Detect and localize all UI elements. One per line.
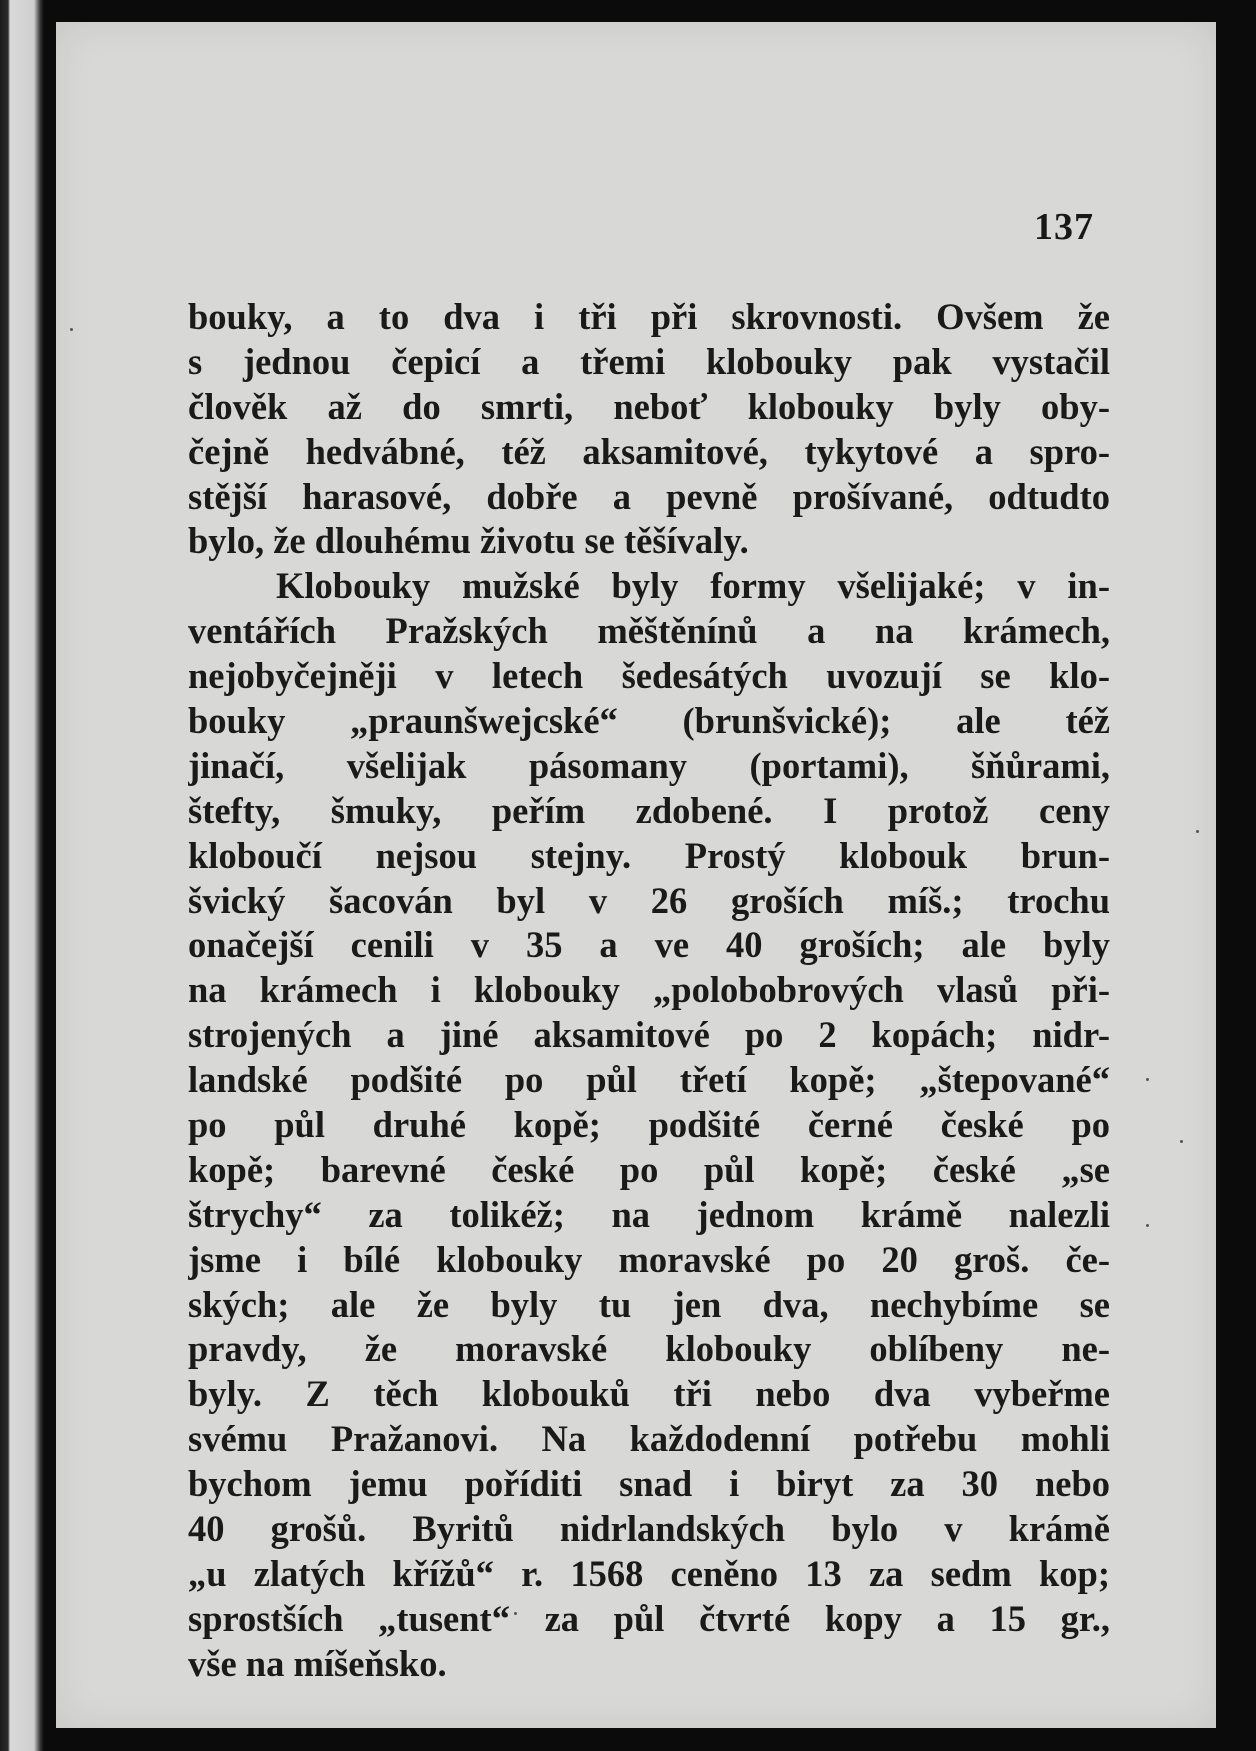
- text-line: jinačí, všelijak pásomany (portami), šňůrami,: [188, 744, 1110, 786]
- text-line: Klobouky mužské byly formy všelijaké; v in-: [276, 565, 1110, 607]
- print-speck: [1146, 1078, 1149, 1081]
- text-line: kopě; barevné české po půl kopě; české „se: [188, 1148, 1110, 1190]
- text-line: strojených a jiné aksamitové po 2 kopách; nidr-: [188, 1014, 1110, 1056]
- text-line: na krámech i klobouky „polobobrových vlasů při-: [188, 969, 1110, 1011]
- text-line: onačejší cenili v 35 a ve 40 groších; ale byly: [188, 924, 1110, 966]
- print-speck: [1146, 1224, 1149, 1227]
- text-line: člověk až do smrti, neboť klobouky byly oby-: [188, 385, 1110, 427]
- book-page: [56, 22, 1216, 1728]
- body-text: [188, 295, 1110, 1687]
- text-line: nejobyčejněji v letech šedesátých uvozují se klo-: [188, 655, 1110, 697]
- text-line: landské podšité po půl třetí kopě; „štepované“: [188, 1059, 1110, 1101]
- page-number: 137: [1034, 206, 1094, 248]
- print-speck: [70, 328, 73, 331]
- text-line: ventářích Pražských měštěnínů a na krámech,: [188, 610, 1110, 652]
- text-line: sprostších „tusent“ za půl čtvrté kopy a 15 gr.,: [188, 1597, 1110, 1639]
- text-line: 40 grošů. Byritů nidrlandských bylo v krámě: [188, 1508, 1110, 1550]
- text-line: bylo, že dlouhému životu se těšívaly.: [188, 520, 749, 562]
- text-line: bychom jemu poříditi snad i biryt za 30 nebo: [188, 1463, 1110, 1505]
- text-line: byly. Z těch klobouků tři nebo dva vybeřme: [188, 1373, 1110, 1415]
- text-line: kloboučí nejsou stejny. Prostý klobouk brun-: [188, 834, 1110, 876]
- text-line: stější harasové, dobře a pevně prošívané, odtudto: [188, 475, 1110, 517]
- text-line: vše na míšeňsko.: [188, 1642, 447, 1684]
- text-line: svému Pražanovi. Na každodenní potřebu mohli: [188, 1418, 1110, 1460]
- adjacent-page-edge: [0, 0, 44, 1751]
- print-speck: [1196, 830, 1199, 833]
- text-line: štrychy“ za tolikéž; na jednom krámě nalezli: [188, 1193, 1110, 1235]
- text-line: čejně hedvábné, též aksamitové, tykytové a spro-: [188, 430, 1110, 472]
- text-line: pravdy, že moravské klobouky oblíbeny ne-: [188, 1328, 1110, 1370]
- text-line: jsme i bílé klobouky moravské po 20 groš. če-: [188, 1238, 1110, 1280]
- text-line: bouky, a to dva i tři při skrovnosti. Ovšem že: [188, 296, 1110, 337]
- text-line: s jednou čepicí a třemi klobouky pak vystačil: [188, 340, 1110, 382]
- text-line: štefty, šmuky, peřím zdobené. I protož ceny: [188, 789, 1110, 831]
- text-line: po půl druhé kopě; podšité černé české po: [188, 1104, 1110, 1146]
- print-speck: [1180, 1140, 1183, 1143]
- text-line: „u zlatých křížů“ r. 1568 ceněno 13 za sedm kop;: [188, 1552, 1110, 1594]
- text-line: ských; ale že byly tu jen dva, nechybíme se: [188, 1283, 1110, 1325]
- text-line: bouky „praunšwejcské“ (brunšvické); ale též: [188, 700, 1110, 742]
- text-line: švický šacován byl v 26 groších míš.; trochu: [188, 879, 1110, 921]
